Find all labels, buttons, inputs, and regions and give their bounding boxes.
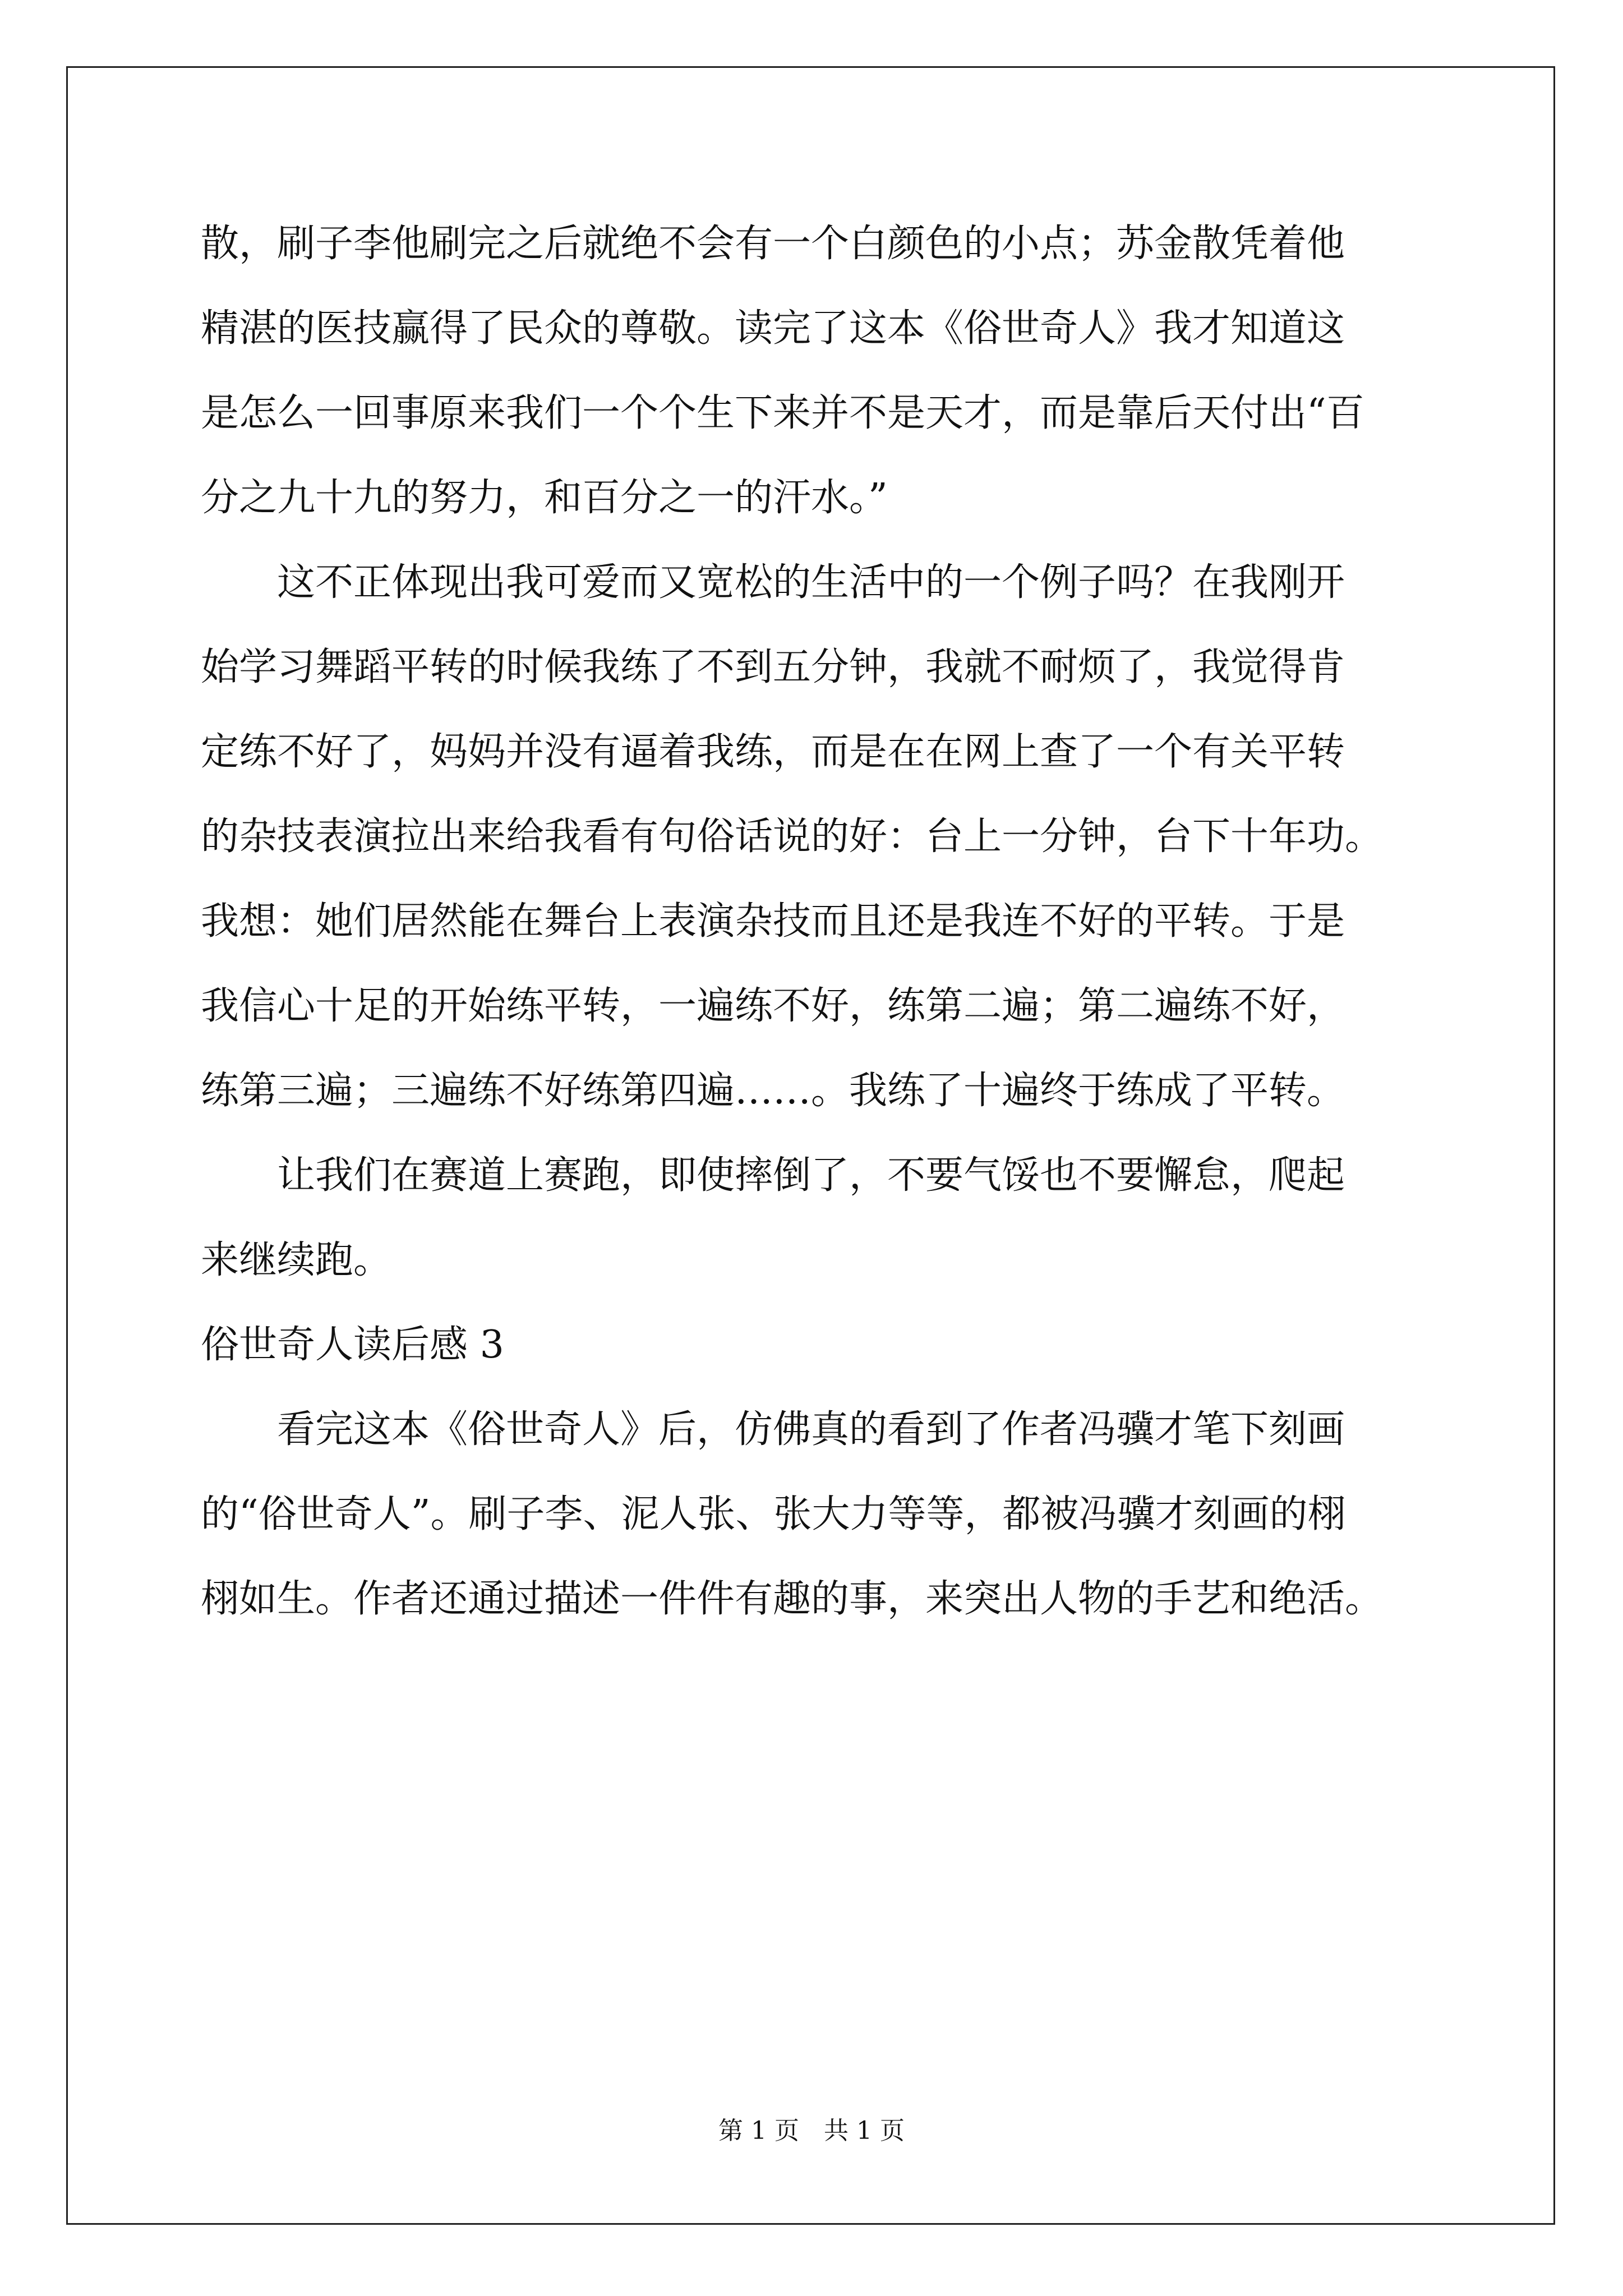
text-line: 分之九十九的努力，和百分之一的汗水。” xyxy=(201,476,888,520)
text-line: 让我们在赛道上赛跑，即使摔倒了，不要气馁也不要懈怠，爬起 xyxy=(277,1153,1345,1198)
text-line: 的“俗世奇人”。刷子李、泥人张、张大力等等，都被冯骥才刻画的栩 xyxy=(201,1492,1346,1536)
text-line: 定练不好了，妈妈并没有逼着我练，而是在在网上查了一个有关平转 xyxy=(201,730,1345,774)
text-line: 来继续跑。 xyxy=(201,1238,392,1282)
text-line: 练第三遍；三遍练不好练第四遍……。我练了十遍终于练成了平转。 xyxy=(201,1069,1345,1113)
text-line: 的杂技表演拉出来给我看有句俗话说的好：台上一分钟，台下十年功。 xyxy=(201,815,1384,859)
text-line: 这不正体现出我可爱而又宽松的生活中的一个例子吗？在我刚开 xyxy=(277,560,1345,605)
text-line: 始学习舞蹈平转的时候我练了不到五分钟，我就不耐烦了，我觉得肯 xyxy=(201,645,1345,689)
text-line: 我想：她们居然能在舞台上表演杂技而且还是我连不好的平转。于是 xyxy=(201,899,1345,944)
text-line: 散，刷子李他刷完之后就绝不会有一个白颜色的小点；苏金散凭着他 xyxy=(201,222,1345,266)
page-footer: 第 1 页 共 1 页 xyxy=(718,2116,905,2145)
text-line: 是怎么一回事原来我们一个个生下来并不是天才，而是靠后天付出“百 xyxy=(201,391,1364,435)
text-line: 我信心十足的开始练平转，一遍练不好，练第二遍；第二遍练不好， xyxy=(201,984,1345,1028)
text-line: 精湛的医技赢得了民众的尊敬。读完了这本《俗世奇人》我才知道这 xyxy=(201,306,1345,351)
text-line: 栩如生。作者还通过描述一件件有趣的事，来突出人物的手艺和绝活。 xyxy=(201,1577,1384,1621)
text-line: 看完这本《俗世奇人》后，仿佛真的看到了作者冯骥才笔下刻画 xyxy=(277,1407,1345,1452)
section-heading: 俗世奇人读后感 3 xyxy=(201,1323,504,1367)
